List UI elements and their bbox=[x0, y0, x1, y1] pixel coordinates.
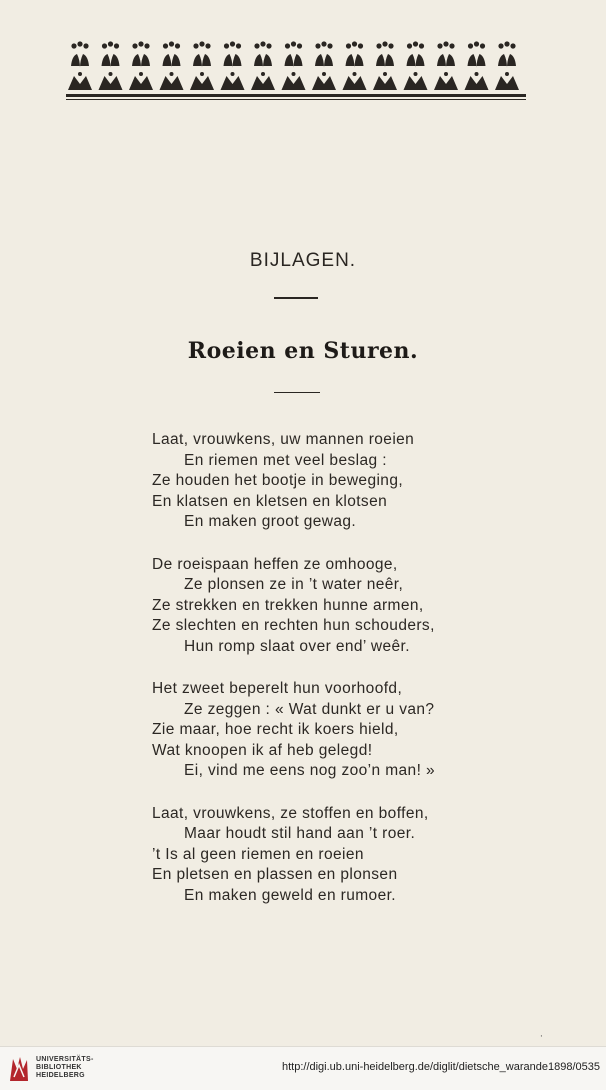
library-name[interactable] bbox=[36, 1056, 94, 1080]
poem-stanza bbox=[0, 679, 606, 782]
poem-line: En maken groot gewag. bbox=[184, 513, 357, 530]
title-rule bbox=[274, 392, 320, 393]
poem-line: En pletsen en plassen en plonsen bbox=[152, 866, 398, 883]
ornament-motif bbox=[221, 41, 245, 90]
poem-line: Ei, vind me eens nog zoo’n man! » bbox=[184, 762, 436, 779]
ornament-motif bbox=[251, 41, 275, 90]
university-library-logo-icon[interactable] bbox=[8, 1055, 30, 1083]
poem-line: Ze strekken en trekken hunne armen, bbox=[152, 596, 424, 614]
poem-title: Roeien en Sturen. bbox=[187, 338, 419, 364]
poem-line: Laat, vrouwkens, ze stoffen en boffen, bbox=[152, 804, 429, 822]
library-name-line: BIBLIOTHEK bbox=[36, 1064, 82, 1071]
poem-line: Ze plonsen ze in ’t water neêr, bbox=[184, 576, 404, 593]
ornament-motif bbox=[495, 41, 519, 90]
ornament-motif bbox=[68, 41, 92, 90]
poem-line: Wat knoopen ik af heb gelegd! bbox=[152, 741, 373, 759]
poem-line: En klatsen en kletsen en klotsen bbox=[152, 492, 388, 510]
poem-line: En riemen met veel beslag : bbox=[184, 451, 387, 469]
poem-line: De roeispaan heffen ze omhooge, bbox=[152, 555, 398, 573]
ornament-motif bbox=[373, 41, 397, 90]
permalink-url[interactable]: http://digi.ub.uni-heidelberg.de/diglit/dietsche_warande1898/0535 bbox=[281, 1061, 600, 1073]
library-name-line: HEIDELBERG bbox=[36, 1072, 85, 1079]
ornament-motif bbox=[99, 41, 123, 90]
poem-line: Het zweet beperelt hun voorhoofd, bbox=[152, 680, 403, 697]
decorative-border-ornament bbox=[66, 38, 526, 102]
poem-line: Ze zeggen : « Wat dunkt er u van? bbox=[184, 700, 435, 718]
ornament-motif bbox=[312, 41, 336, 90]
ornament-motif bbox=[282, 41, 306, 90]
library-name-line: UNIVERSITÄTS- bbox=[36, 1056, 94, 1063]
poem-stanza bbox=[0, 555, 606, 658]
ornament-motif bbox=[404, 41, 428, 90]
poem-stanza bbox=[0, 804, 606, 907]
poem-line: Zie maar, hoe recht ik koers hield, bbox=[152, 721, 399, 738]
poem-line: Hun romp slaat over end’ weêr. bbox=[184, 637, 410, 655]
poem-line: Maar houdt stil hand aan ’t roer. bbox=[184, 825, 416, 842]
heading-rule bbox=[274, 297, 318, 299]
poem-line: ’t Is al geen riemen en roeien bbox=[152, 845, 364, 863]
ornament-motif bbox=[190, 41, 214, 90]
margin-mark: · bbox=[540, 1032, 543, 1042]
poem-line: En maken geweld en rumoer. bbox=[184, 886, 397, 904]
section-heading: BIJLAGEN. bbox=[249, 250, 357, 271]
poem-line: Ze slechten en rechten hun schouders, bbox=[152, 617, 435, 634]
poem-line: Ze houden het bootje in beweging, bbox=[152, 472, 404, 489]
viewer-footer bbox=[0, 1046, 606, 1090]
ornament-motif bbox=[160, 41, 184, 90]
ornament-motif bbox=[465, 41, 489, 90]
ornament-motif bbox=[343, 41, 367, 90]
ornament-motif bbox=[129, 41, 153, 90]
poem-stanza bbox=[0, 430, 606, 533]
poem-line: Laat, vrouwkens, uw mannen roeien bbox=[152, 431, 415, 448]
poem-body bbox=[0, 430, 606, 928]
ornament-motif bbox=[434, 41, 458, 90]
